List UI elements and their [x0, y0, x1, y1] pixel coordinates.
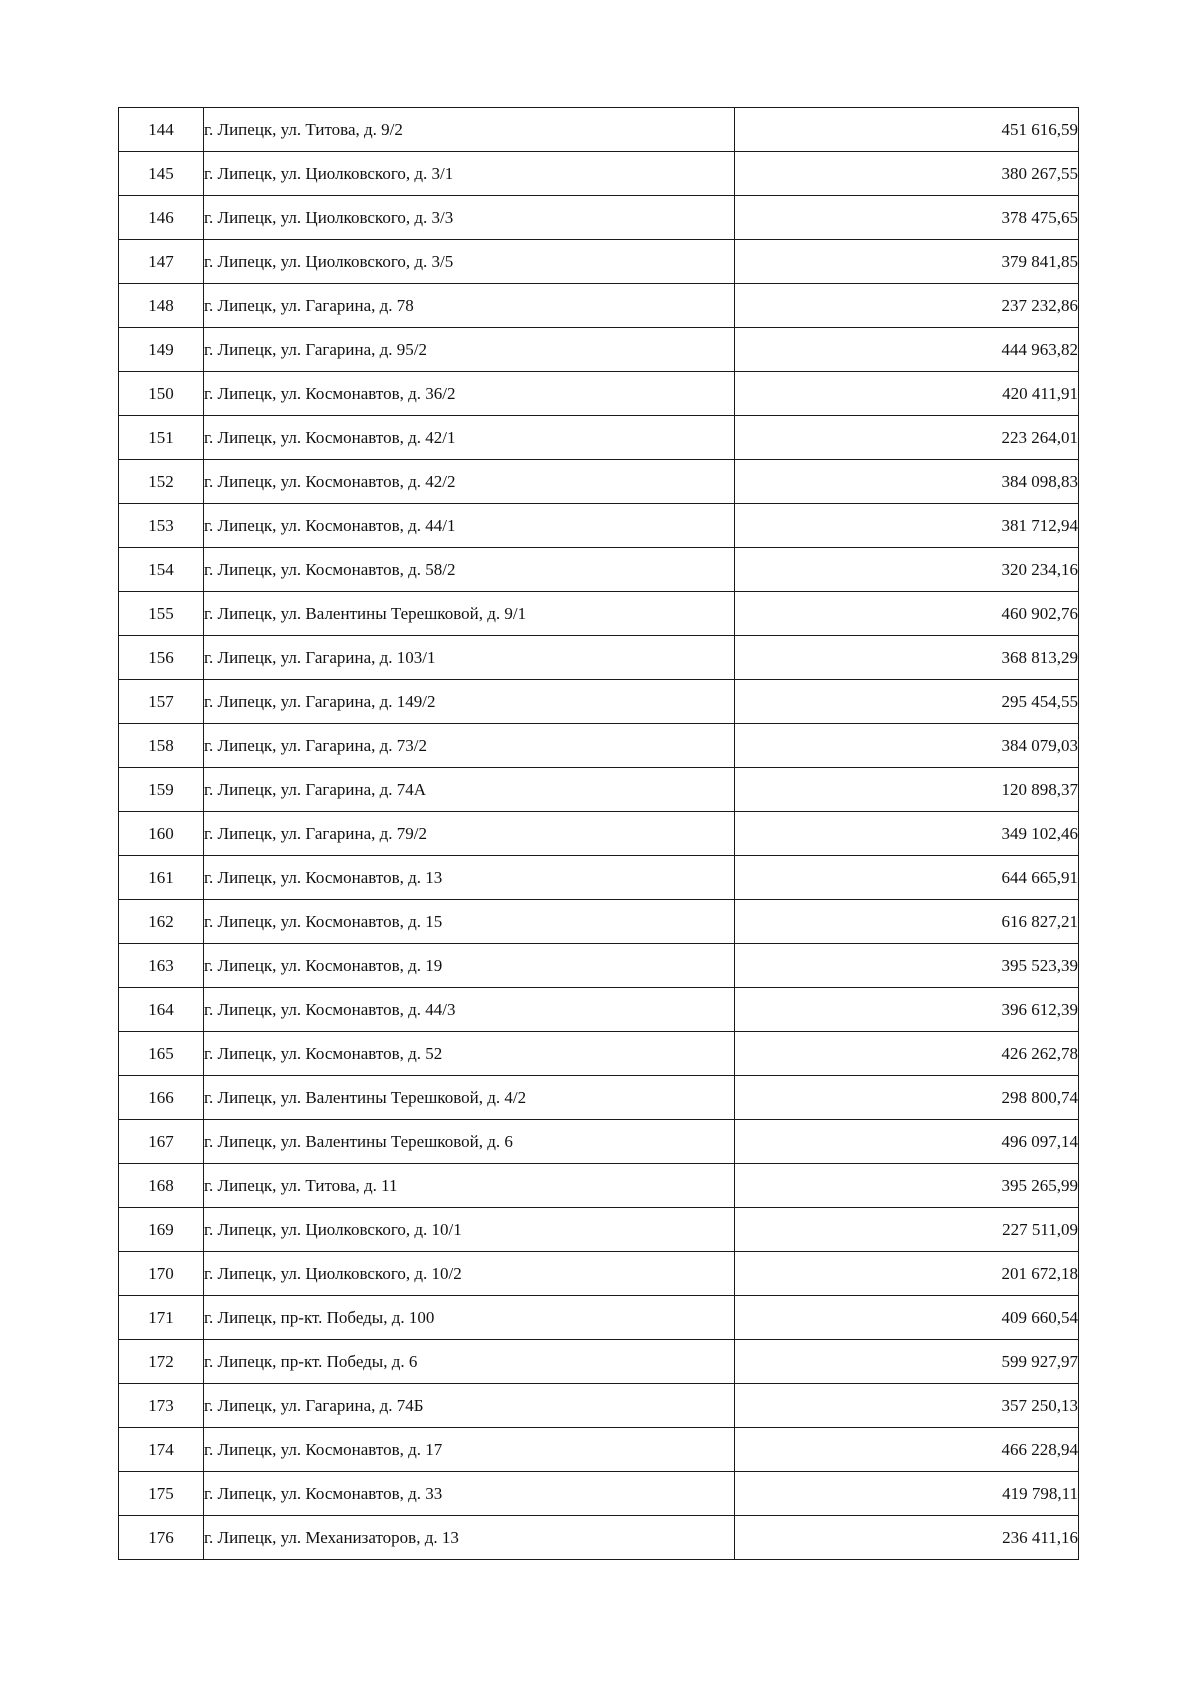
table-row: [119, 152, 1079, 196]
table-body: [119, 108, 1079, 1560]
amount-cell: 223 264,01: [735, 416, 1079, 460]
amount-cell: 236 411,16: [735, 1516, 1079, 1560]
amount-cell: 420 411,91: [735, 372, 1079, 416]
address-cell: г. Липецк, ул. Космонавтов, д. 44/3: [204, 988, 735, 1032]
table-row: [119, 1296, 1079, 1340]
row-number-cell: 168: [119, 1164, 204, 1208]
table-row: [119, 856, 1079, 900]
address-cell: г. Липецк, ул. Космонавтов, д. 15: [204, 900, 735, 944]
amount-cell: 357 250,13: [735, 1384, 1079, 1428]
row-number-cell: 146: [119, 196, 204, 240]
table-row: [119, 328, 1079, 372]
amount-cell: 381 712,94: [735, 504, 1079, 548]
address-cell: г. Липецк, пр-кт. Победы, д. 6: [204, 1340, 735, 1384]
address-cell: г. Липецк, ул. Гагарина, д. 149/2: [204, 680, 735, 724]
table-row: [119, 240, 1079, 284]
row-number-cell: 157: [119, 680, 204, 724]
table-row: [119, 108, 1079, 152]
address-cell: г. Липецк, ул. Гагарина, д. 74Б: [204, 1384, 735, 1428]
row-number-cell: 147: [119, 240, 204, 284]
address-cell: г. Липецк, ул. Циолковского, д. 10/2: [204, 1252, 735, 1296]
amount-cell: 616 827,21: [735, 900, 1079, 944]
row-number-cell: 151: [119, 416, 204, 460]
row-number-cell: 173: [119, 1384, 204, 1428]
address-cell: г. Липецк, ул. Гагарина, д. 78: [204, 284, 735, 328]
table-row: [119, 460, 1079, 504]
amount-cell: 599 927,97: [735, 1340, 1079, 1384]
address-amount-table: [118, 107, 1079, 1560]
row-number-cell: 149: [119, 328, 204, 372]
address-cell: г. Липецк, ул. Гагарина, д. 74А: [204, 768, 735, 812]
table-row: [119, 548, 1079, 592]
row-number-cell: 152: [119, 460, 204, 504]
row-number-cell: 164: [119, 988, 204, 1032]
row-number-cell: 167: [119, 1120, 204, 1164]
row-number-cell: 153: [119, 504, 204, 548]
amount-cell: 201 672,18: [735, 1252, 1079, 1296]
amount-cell: 396 612,39: [735, 988, 1079, 1032]
row-number-cell: 145: [119, 152, 204, 196]
row-number-cell: 161: [119, 856, 204, 900]
address-cell: г. Липецк, ул. Космонавтов, д. 13: [204, 856, 735, 900]
amount-cell: 444 963,82: [735, 328, 1079, 372]
row-number-cell: 159: [119, 768, 204, 812]
amount-cell: 419 798,11: [735, 1472, 1079, 1516]
address-cell: г. Липецк, ул. Механизаторов, д. 13: [204, 1516, 735, 1560]
amount-cell: 227 511,09: [735, 1208, 1079, 1252]
amount-cell: 395 523,39: [735, 944, 1079, 988]
amount-cell: 460 902,76: [735, 592, 1079, 636]
amount-cell: 379 841,85: [735, 240, 1079, 284]
row-number-cell: 171: [119, 1296, 204, 1340]
table-row: [119, 724, 1079, 768]
address-cell: г. Липецк, ул. Гагарина, д. 79/2: [204, 812, 735, 856]
amount-cell: 380 267,55: [735, 152, 1079, 196]
address-cell: г. Липецк, ул. Гагарина, д. 95/2: [204, 328, 735, 372]
address-cell: г. Липецк, ул. Космонавтов, д. 17: [204, 1428, 735, 1472]
table-row: [119, 504, 1079, 548]
row-number-cell: 169: [119, 1208, 204, 1252]
address-cell: г. Липецк, ул. Циолковского, д. 3/1: [204, 152, 735, 196]
table-row: [119, 1428, 1079, 1472]
row-number-cell: 160: [119, 812, 204, 856]
row-number-cell: 158: [119, 724, 204, 768]
address-cell: г. Липецк, ул. Космонавтов, д. 44/1: [204, 504, 735, 548]
address-cell: г. Липецк, ул. Космонавтов, д. 52: [204, 1032, 735, 1076]
table-row: [119, 1120, 1079, 1164]
row-number-cell: 174: [119, 1428, 204, 1472]
table-row: [119, 1032, 1079, 1076]
address-cell: г. Липецк, ул. Гагарина, д. 103/1: [204, 636, 735, 680]
table-row: [119, 900, 1079, 944]
table-row: [119, 1340, 1079, 1384]
row-number-cell: 163: [119, 944, 204, 988]
address-cell: г. Липецк, ул. Циолковского, д. 10/1: [204, 1208, 735, 1252]
table-row: [119, 1208, 1079, 1252]
table-row: [119, 1076, 1079, 1120]
table-row: [119, 1472, 1079, 1516]
table-row: [119, 592, 1079, 636]
address-cell: г. Липецк, ул. Космонавтов, д. 58/2: [204, 548, 735, 592]
row-number-cell: 154: [119, 548, 204, 592]
amount-cell: 395 265,99: [735, 1164, 1079, 1208]
table-row: [119, 988, 1079, 1032]
amount-cell: 451 616,59: [735, 108, 1079, 152]
table-row: [119, 1384, 1079, 1428]
amount-cell: 409 660,54: [735, 1296, 1079, 1340]
table-row: [119, 1516, 1079, 1560]
table-row: [119, 372, 1079, 416]
amount-cell: 320 234,16: [735, 548, 1079, 592]
amount-cell: 349 102,46: [735, 812, 1079, 856]
address-cell: г. Липецк, ул. Циолковского, д. 3/5: [204, 240, 735, 284]
row-number-cell: 166: [119, 1076, 204, 1120]
amount-cell: 298 800,74: [735, 1076, 1079, 1120]
address-cell: г. Липецк, ул. Космонавтов, д. 33: [204, 1472, 735, 1516]
address-cell: г. Липецк, пр-кт. Победы, д. 100: [204, 1296, 735, 1340]
row-number-cell: 156: [119, 636, 204, 680]
table-row: [119, 636, 1079, 680]
amount-cell: 120 898,37: [735, 768, 1079, 812]
amount-cell: 644 665,91: [735, 856, 1079, 900]
address-cell: г. Липецк, ул. Валентины Терешковой, д. 6: [204, 1120, 735, 1164]
address-cell: г. Липецк, ул. Космонавтов, д. 42/2: [204, 460, 735, 504]
row-number-cell: 165: [119, 1032, 204, 1076]
address-cell: г. Липецк, ул. Циолковского, д. 3/3: [204, 196, 735, 240]
table-row: [119, 944, 1079, 988]
row-number-cell: 150: [119, 372, 204, 416]
address-cell: г. Липецк, ул. Космонавтов, д. 19: [204, 944, 735, 988]
amount-cell: 466 228,94: [735, 1428, 1079, 1472]
address-cell: г. Липецк, ул. Титова, д. 9/2: [204, 108, 735, 152]
amount-cell: 378 475,65: [735, 196, 1079, 240]
row-number-cell: 172: [119, 1340, 204, 1384]
amount-cell: 237 232,86: [735, 284, 1079, 328]
amount-cell: 384 098,83: [735, 460, 1079, 504]
table-row: [119, 812, 1079, 856]
row-number-cell: 162: [119, 900, 204, 944]
table-row: [119, 416, 1079, 460]
table-row: [119, 768, 1079, 812]
address-cell: г. Липецк, ул. Валентины Терешковой, д. 4/2: [204, 1076, 735, 1120]
row-number-cell: 175: [119, 1472, 204, 1516]
row-number-cell: 176: [119, 1516, 204, 1560]
amount-cell: 426 262,78: [735, 1032, 1079, 1076]
table-row: [119, 680, 1079, 724]
address-cell: г. Липецк, ул. Космонавтов, д. 42/1: [204, 416, 735, 460]
table-row: [119, 196, 1079, 240]
address-cell: г. Липецк, ул. Гагарина, д. 73/2: [204, 724, 735, 768]
amount-cell: 496 097,14: [735, 1120, 1079, 1164]
row-number-cell: 155: [119, 592, 204, 636]
address-cell: г. Липецк, ул. Валентины Терешковой, д. 9/1: [204, 592, 735, 636]
amount-cell: 384 079,03: [735, 724, 1079, 768]
address-cell: г. Липецк, ул. Титова, д. 11: [204, 1164, 735, 1208]
row-number-cell: 148: [119, 284, 204, 328]
table-row: [119, 1164, 1079, 1208]
table-row: [119, 1252, 1079, 1296]
address-cell: г. Липецк, ул. Космонавтов, д. 36/2: [204, 372, 735, 416]
row-number-cell: 144: [119, 108, 204, 152]
amount-cell: 295 454,55: [735, 680, 1079, 724]
amount-cell: 368 813,29: [735, 636, 1079, 680]
table-row: [119, 284, 1079, 328]
row-number-cell: 170: [119, 1252, 204, 1296]
